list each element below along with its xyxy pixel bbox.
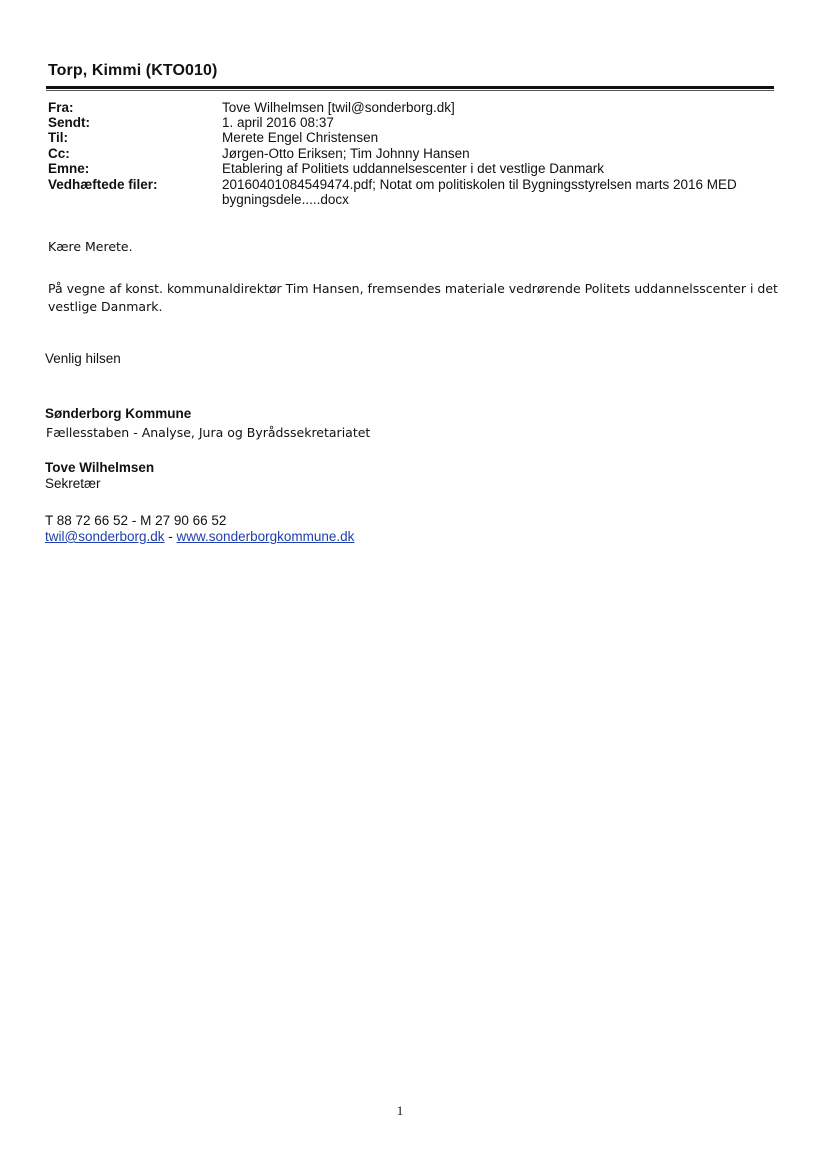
cc-label: Cc:	[48, 146, 70, 161]
subject-value: Etablering af Politiets uddannelsescenter i det vestlige Danmark	[222, 161, 604, 176]
signature-department: Fællesstaben - Analyse, Jura og Byrådssekretariatet	[46, 425, 371, 440]
signature-person-title: Sekretær	[45, 476, 101, 491]
website-link[interactable]: www.sonderborgkommune.dk	[176, 529, 355, 544]
signature-contact-links	[45, 529, 354, 545]
to-label: Til:	[48, 130, 68, 145]
paragraph-line-1: På vegne af konst. kommunaldirektør Tim Hansen, fremsendes materiale vedrørende Politets uddannelsscenter i det	[48, 281, 778, 296]
paragraph-line-2: vestlige Danmark.	[48, 299, 163, 314]
from-label: Fra:	[48, 100, 74, 115]
from-value: Tove Wilhelmsen [twil@sonderborg.dk]	[222, 100, 455, 115]
email-link[interactable]: twil@sonderborg.dk	[45, 529, 165, 544]
cc-value: Jørgen-Otto Eriksen; Tim Johnny Hansen	[222, 146, 470, 161]
header-divider-thin	[46, 90, 774, 91]
attachment-files-line-1: 20160401084549474.pdf; Notat om politiskolen til Bygningsstyrelsen marts 2016 MED	[222, 177, 737, 192]
page-number: 1	[396, 1103, 404, 1118]
mailbox-owner: Torp, Kimmi (KTO010)	[48, 62, 218, 79]
contact-separator: -	[168, 529, 173, 544]
signature-org-name: Sønderborg Kommune	[45, 406, 192, 421]
to-value: Merete Engel Christensen	[222, 130, 379, 145]
message-paragraph	[48, 280, 778, 316]
attachments-label: Vedhæftede filer:	[48, 177, 158, 192]
signature-person-name: Tove Wilhelmsen	[45, 460, 155, 475]
header-divider	[46, 86, 774, 89]
greeting: Kære Merete.	[48, 239, 133, 254]
attachments-value	[222, 177, 782, 207]
attachment-files-line-2: bygningsdele.....docx	[222, 192, 349, 207]
signature-phones: T 88 72 66 52 - M 27 90 66 52	[45, 513, 227, 528]
closing: Venlig hilsen	[45, 351, 121, 366]
subject-label: Emne:	[48, 161, 90, 176]
sent-label: Sendt:	[48, 115, 90, 130]
sent-value: 1. april 2016 08:37	[222, 115, 334, 130]
